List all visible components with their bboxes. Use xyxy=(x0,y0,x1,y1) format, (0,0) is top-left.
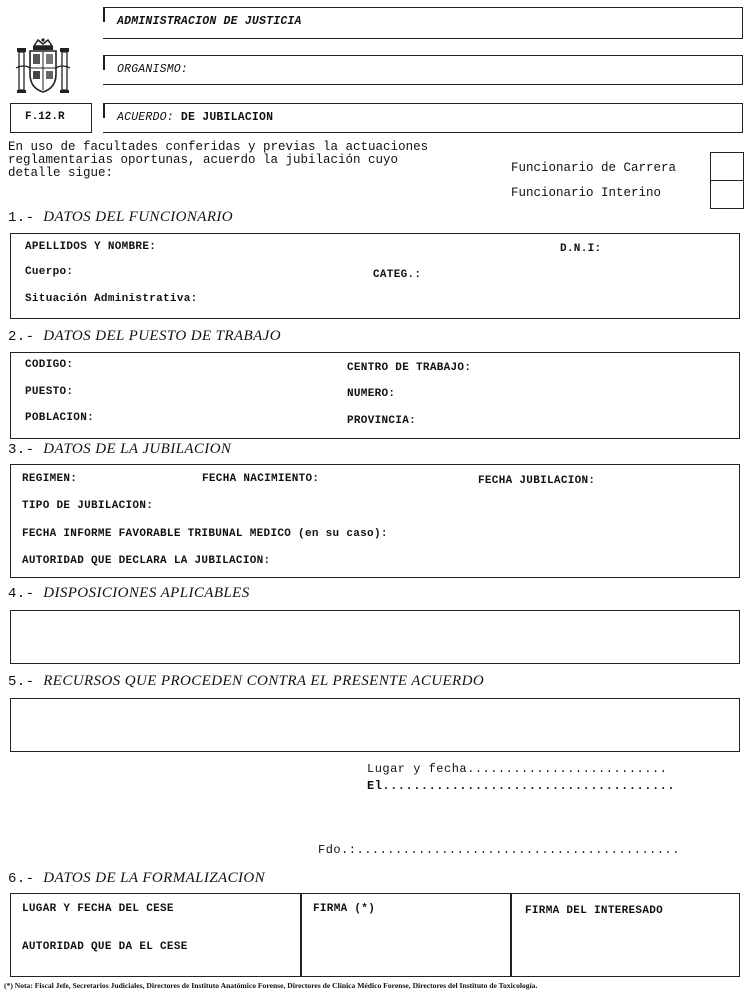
section-4-box[interactable] xyxy=(10,610,740,664)
organismo-box xyxy=(103,55,743,85)
admin-title: ADMINISTRACION DE JUSTICIA xyxy=(117,15,302,28)
fdo-line: Fdo.:.......................................... xyxy=(318,843,680,857)
section-6-divider-1 xyxy=(300,893,302,977)
autoridad-jubilacion-label: AUTORIDAD QUE DECLARA LA JUBILACION: xyxy=(22,555,271,567)
form-code: F.12.R xyxy=(25,111,65,123)
puesto-label: PUESTO: xyxy=(25,386,74,398)
dni-label: D.N.I: xyxy=(560,243,602,255)
section-6-heading: 6.- DATOS DE LA FORMALIZACION xyxy=(8,870,266,887)
section-1-heading: 1.- DATOS DEL FUNCIONARIO xyxy=(8,209,234,226)
fecha-nacimiento-label: FECHA NACIMIENTO: xyxy=(202,473,320,485)
acuerdo-label: ACUERDO: xyxy=(117,111,174,124)
poblacion-label: POBLACION: xyxy=(25,412,95,424)
provincia-label: PROVINCIA: xyxy=(347,415,417,427)
section-3-heading: 3.- DATOS DE LA JUBILACION xyxy=(8,441,232,458)
categ-label: CATEG.: xyxy=(373,269,422,281)
checkbox-carrera[interactable] xyxy=(710,152,744,182)
option-carrera-label: Funcionario de Carrera xyxy=(511,161,677,175)
lugar-fecha-line: Lugar y fecha.......................... xyxy=(367,762,668,776)
lugar-cese-label: LUGAR Y FECHA DEL CESE xyxy=(22,903,174,915)
fecha-jubilacion-label: FECHA JUBILACION: xyxy=(478,475,596,487)
intro-text xyxy=(8,141,428,180)
apellidos-label: APELLIDOS Y NOMBRE: xyxy=(25,241,157,253)
checkbox-interino[interactable] xyxy=(710,180,744,209)
intro-line-2: reglamentarias oportunas, acuerdo la jubilación cuyo xyxy=(8,153,399,167)
cuerpo-label: Cuerpo: xyxy=(25,266,74,278)
section-2-heading: 2.- DATOS DEL PUESTO DE TRABAJO xyxy=(8,328,281,345)
firma-label: FIRMA (*) xyxy=(313,903,376,915)
section-4-heading: 4.- DISPOSICIONES APLICABLES xyxy=(8,585,250,602)
codigo-label: CODIGO: xyxy=(25,359,74,371)
section-5-box[interactable] xyxy=(10,698,740,752)
code-box xyxy=(10,103,92,133)
intro-line-3: detalle sigue: xyxy=(8,166,114,180)
regimen-label: REGIMEN: xyxy=(22,473,78,485)
option-interino-label: Funcionario Interino xyxy=(511,186,662,200)
admin-box xyxy=(103,7,743,39)
situacion-label: Situación Administrativa: xyxy=(25,293,198,305)
footnote: (*) Nota: Fiscal Jefe, Secretarios Judiciales, Directores de Instituto Anatómico Forense, Directores de Clínica Médico Forense, Directores del Instituto de Toxicología. xyxy=(4,981,538,990)
acuerdo-box xyxy=(103,103,743,133)
el-line: El...................................... xyxy=(367,779,676,793)
organismo-label: ORGANISMO: xyxy=(117,63,189,76)
fecha-informe-label: FECHA INFORME FAVORABLE TRIBUNAL MEDICO (en su caso): xyxy=(22,528,388,540)
tipo-jubilacion-label: TIPO DE JUBILACION: xyxy=(22,500,154,512)
section-5-heading: 5.- RECURSOS QUE PROCEDEN CONTRA EL PRESENTE ACUERDO xyxy=(8,673,485,690)
numero-label: NUMERO: xyxy=(347,388,396,400)
firma-interesado-label: FIRMA DEL INTERESADO xyxy=(525,905,664,917)
intro-line-1: En uso de facultades conferidas y previas la actuaciones xyxy=(8,140,429,154)
acuerdo-value: DE JUBILACION xyxy=(180,111,274,124)
coat-of-arms-icon xyxy=(14,38,72,98)
centro-label: CENTRO DE TRABAJO: xyxy=(347,362,472,374)
section-6-divider-2 xyxy=(510,893,512,977)
autoridad-cese-label: AUTORIDAD QUE DA EL CESE xyxy=(22,941,188,953)
